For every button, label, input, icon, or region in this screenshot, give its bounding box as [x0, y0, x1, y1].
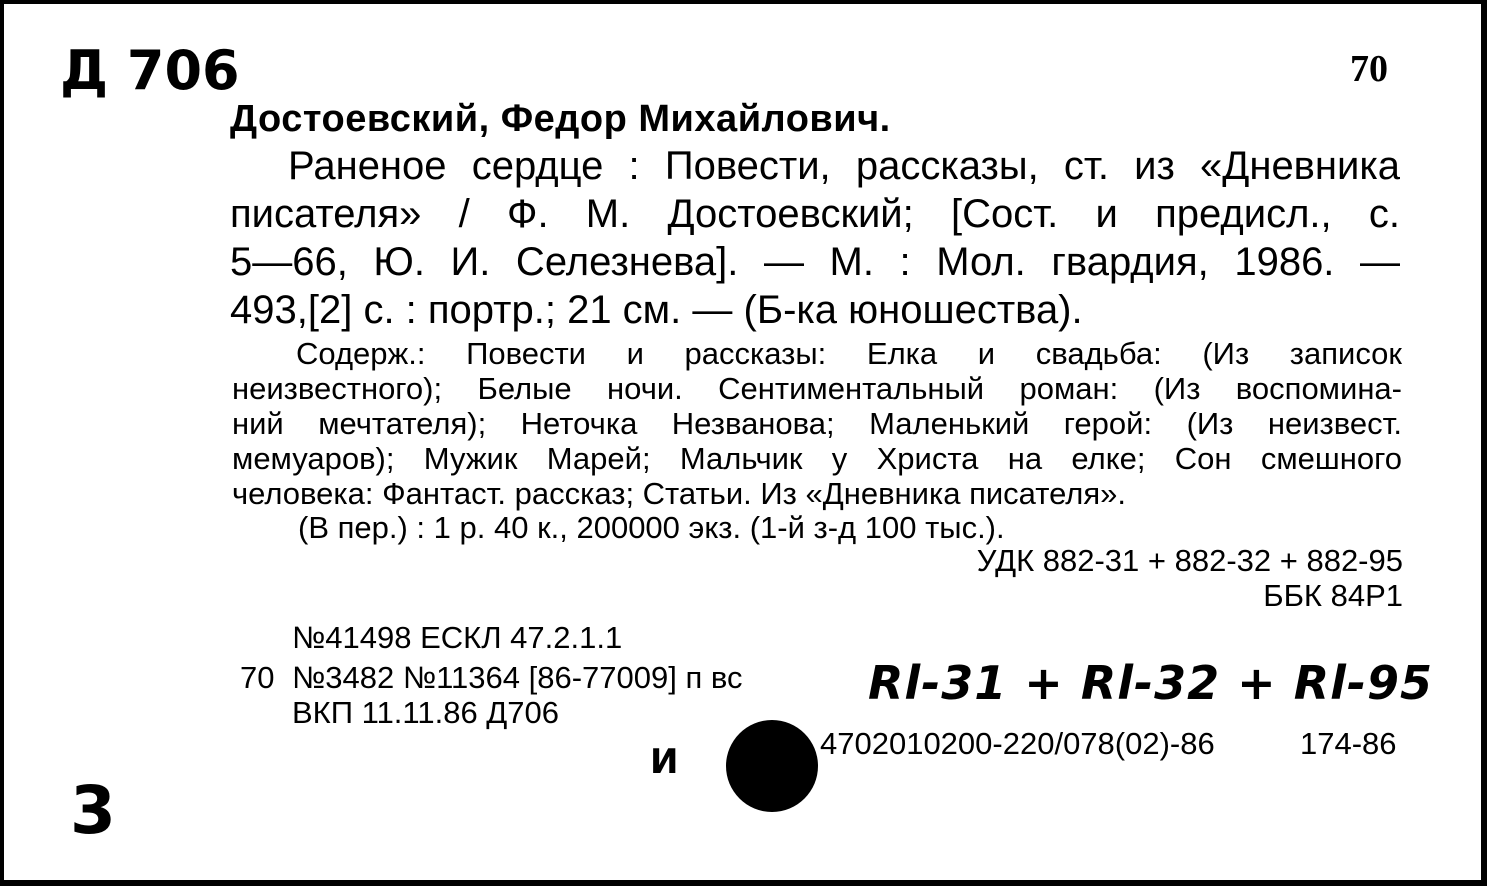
registration-line-1: №41498 ЕСКЛ 47.2.1.1	[292, 620, 623, 655]
handwritten-udk-note: Rl-31 + Rl-32 + Rl-95	[868, 656, 1434, 710]
description-line: 5—66, Ю. И. Селезнева]. — М. : Мол. гвардия, 1986. —	[230, 240, 1400, 284]
card-border-top	[0, 0, 1487, 4]
description-line: писателя» / Ф. М. Достоевский; [Сост. и предисл., с.	[230, 192, 1400, 236]
contents-line: Содерж.: Повести и рассказы: Елка и свадьба: (Из записок	[296, 336, 1402, 371]
handwritten-mark: И	[650, 742, 679, 782]
card-border-bottom	[0, 880, 1487, 886]
registration-prefix: 70	[240, 660, 275, 695]
contents-line: мемуаров); Мужик Марей; Мальчик у Христа на елке; Сон смешного	[232, 441, 1402, 476]
bibliographic-description	[230, 142, 1400, 334]
contents-line: неизвестного); Белые ночи. Сентиментальный роман: (Из воспомина-	[232, 371, 1402, 406]
contents-note	[232, 336, 1402, 511]
author-heading: Достоевский, Федор Михайлович.	[230, 98, 891, 140]
registration-line-3: ВКП 11.11.86 Д706	[292, 695, 560, 730]
isbn-code: 4702010200-220/078(02)-86	[820, 726, 1215, 761]
card-border-right	[1481, 0, 1487, 886]
description-line: Раненое сердце : Повести, рассказы, ст. из «Дневника	[288, 144, 1400, 188]
udk-code: УДК 882-31 + 882-32 + 882-95	[976, 543, 1403, 578]
contents-line: человека: Фантаст. рассказ; Статьи. Из «Дневника писателя».	[232, 476, 1127, 511]
price-line: (В пер.) : 1 р. 40 к., 200000 экз. (1-й з-д 100 тыс.).	[298, 510, 1005, 545]
punched-hole-dot	[726, 720, 818, 812]
handwritten-inventory-mark: 3	[70, 772, 116, 849]
description-line: 493,[2] с. : портр.; 21 см. — (Б-ка юношества).	[230, 288, 1083, 332]
order-number: 174-86	[1300, 726, 1397, 761]
bbk-code: ББК 84Р1	[1263, 578, 1403, 613]
page-number: 70	[1350, 48, 1388, 90]
card-border-left	[0, 0, 4, 886]
registration-line-2: №3482 №11364 [86-77009] п вс	[292, 660, 743, 695]
call-number: Д 706	[60, 39, 240, 102]
contents-line: ний мечтателя); Неточка Незванова; Маленький герой: (Из неизвест.	[232, 406, 1402, 441]
